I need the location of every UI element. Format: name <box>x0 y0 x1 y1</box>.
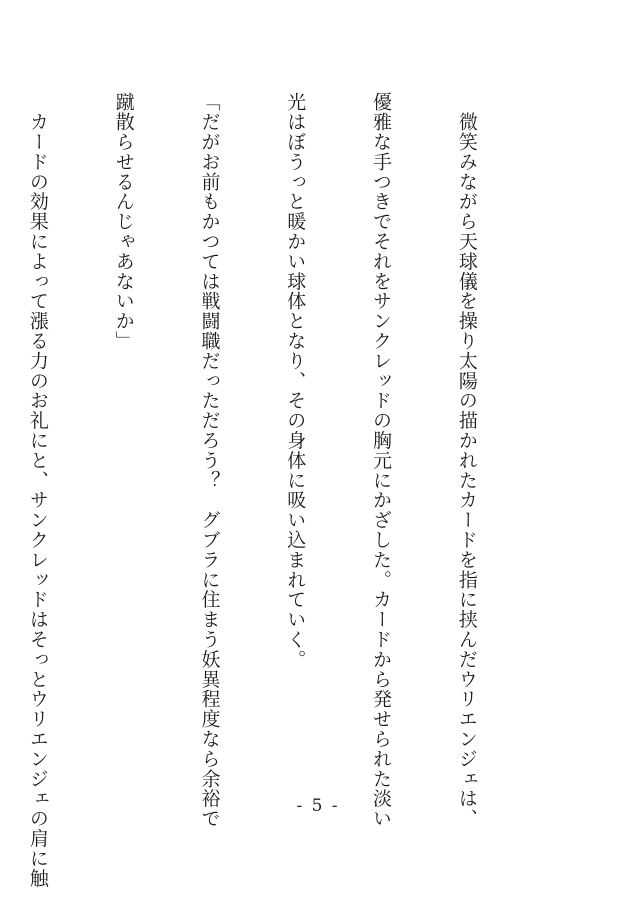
text-line: 蹴散らせるんじゃあないか」 <box>112 92 135 351</box>
page-number: - 5 - <box>296 796 340 816</box>
text-line: 微笑みながら天球儀を操り太陽の描かれたカードを指に挟んだウリエンジェは、 <box>455 92 478 829</box>
text-line: 光はぼうっと暖かい球体となり、その身体に吸い込まれていく。 <box>284 92 307 670</box>
text-line: 「だがお前もかつては戦闘職だっただろう？ グブラに住まう妖異程度なら余裕で <box>198 92 221 829</box>
body-text <box>0 92 538 888</box>
text-line: 優雅な手つきでそれをサンクレッドの胸元にかざした。カードから発せられた淡い <box>370 92 393 829</box>
text-line: カードの効果によって漲る力のお礼にと、サンクレッドはそっとウリエンジェの肩に触 <box>26 92 49 888</box>
